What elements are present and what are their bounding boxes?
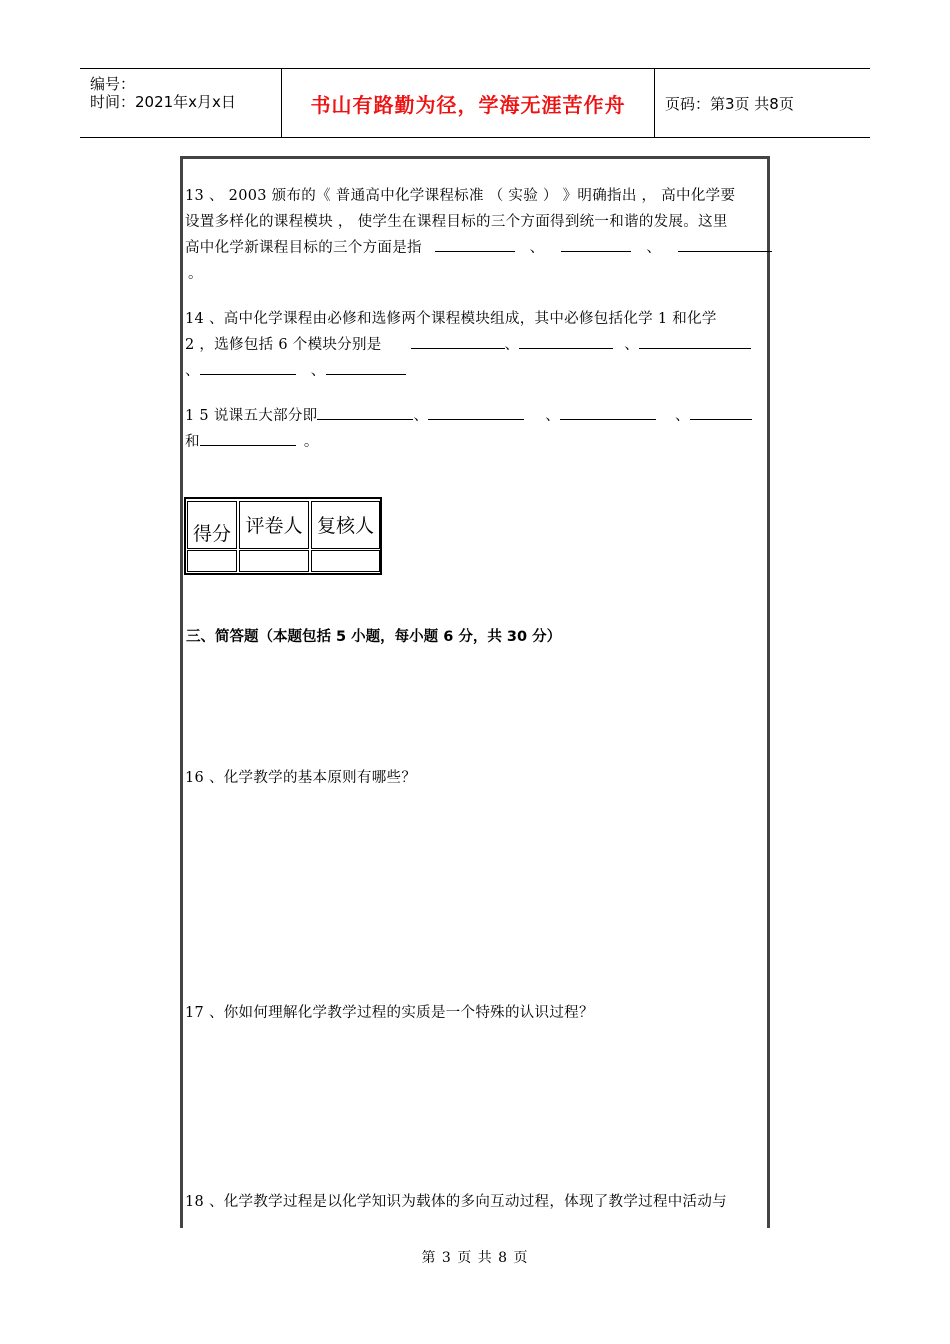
answer-blank[interactable]: [326, 358, 406, 375]
answer-blank[interactable]: [317, 403, 413, 420]
separator: 、: [185, 363, 200, 379]
answer-blank[interactable]: [411, 332, 505, 349]
separator: 、: [504, 337, 520, 353]
reviewer-header: 复核人: [311, 501, 380, 549]
answer-blank[interactable]: [200, 429, 296, 446]
q13-line2: 设置多样化的课程模块 ， 使学生在课程目标的三个方面得到统一和谐的发展。这里: [185, 214, 728, 230]
separator: 、: [674, 408, 690, 424]
period: 。: [303, 434, 319, 450]
answer-blank[interactable]: [560, 403, 656, 420]
page-header: [80, 68, 870, 138]
answer-blank[interactable]: [678, 235, 772, 252]
separator: 、: [624, 337, 640, 353]
reviewer-cell[interactable]: [311, 550, 380, 572]
answer-blank[interactable]: [639, 332, 751, 349]
answer-blank[interactable]: [690, 403, 752, 420]
q16: 16 、化学教学的基本原则有哪些？: [185, 770, 417, 786]
page-footer: 第 3 页 共 8 页: [421, 1250, 529, 1266]
grader-header: 评卷人: [239, 501, 309, 549]
separator: 、: [646, 240, 662, 256]
q13-line3-text: 高中化学新课程目标的三个方面是指: [185, 240, 422, 256]
q15-line1: [185, 403, 752, 429]
grader-cell[interactable]: [239, 550, 309, 572]
answer-blank[interactable]: [435, 235, 515, 252]
answer-blank[interactable]: [561, 235, 631, 252]
answer-blank[interactable]: [519, 332, 613, 349]
header-meta: [80, 69, 282, 137]
answer-blank[interactable]: [200, 358, 296, 375]
q13-period: 。: [188, 266, 203, 282]
separator: 、: [545, 408, 561, 424]
separator: 、: [413, 408, 429, 424]
q15-and: 和: [185, 434, 200, 450]
answer-blank[interactable]: [428, 403, 524, 420]
header-motto: 书山有路勤为径，学海无涯苦作舟: [282, 69, 655, 137]
q14-line2-text: 2 ，选修包括 6 个模块分别是: [185, 337, 382, 353]
score-header: 得分: [187, 501, 237, 549]
separator: 、: [529, 240, 545, 256]
q17: 17 、你如何理解化学教学过程的实质是一个特殊的认识过程？: [185, 1005, 594, 1021]
score-table: [184, 497, 382, 575]
q13-line3: [185, 235, 772, 261]
header-page-code: 页码：第3页 共8页: [665, 94, 794, 113]
q15-text: 1 5 说课五大部分即: [185, 408, 318, 424]
score-cell[interactable]: [187, 550, 237, 572]
q13-line1: 13 、 2003 颁布的《 普通高中化学课程标准 （ 实验 ） 》明确指出 ， 高中化学要: [185, 188, 736, 204]
serial-label: 编号：: [90, 75, 136, 93]
section3-title: 三、简答题（本题包括 5 小题，每小题 6 分，共 30 分）: [186, 629, 562, 645]
separator: 、: [310, 363, 326, 379]
q18: 18 、化学教学过程是以化学知识为载体的多向互动过程，体现了教学过程中活动与: [185, 1194, 727, 1210]
q14-line3: [185, 358, 406, 384]
q15-line2: [185, 429, 319, 455]
q14-line1: 14 、高中化学课程由必修和选修两个课程模块组成，其中必修包括化学 1 和化学: [185, 311, 717, 327]
q14-line2: [185, 332, 751, 358]
date-label: 时间：2021年x月x日: [90, 93, 236, 111]
